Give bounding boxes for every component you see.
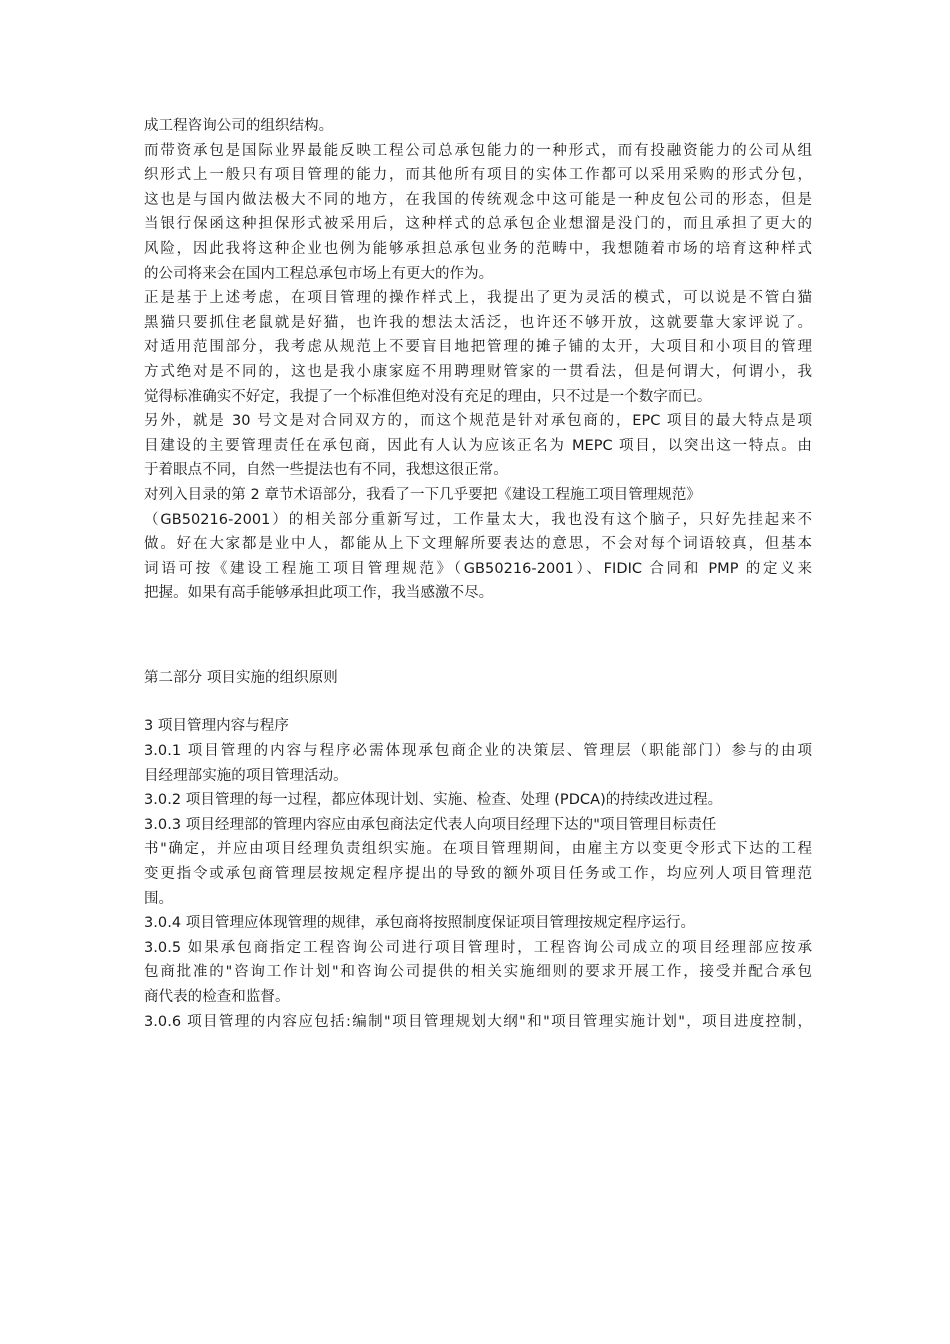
section-title: 3 项目管理内容与程序 (144, 718, 289, 735)
text-line: 对列入目录的第 2 章节术语部分，我看了一下几乎要把《建设工程施工项目管理规范》 (144, 486, 701, 503)
text-line: 另外，就是 30 号文是对合同双方的，而这个规范是针对承包商的，EPC 项目的最大特点是项 (144, 413, 812, 430)
text-line: （GB50216-2001）的相关部分重新写过，工作量太大，我也没有这个脑子，只好先挂起来不 (144, 511, 812, 528)
text-line: 围。 (144, 890, 174, 907)
text-line: 风险，因此我将这种企业也例为能够承担总承包业务的范畴中，我想随着市场的培育这种样式 (144, 240, 812, 257)
text-line: 商代表的检查和监督。 (144, 989, 290, 1005)
document-page (144, 114, 812, 1034)
text-line: 3.0.6 项目管理的内容应包括:编制"项目管理规划大纲"和"项目管理实施计划"，项目进度控制， (144, 1013, 812, 1030)
text-line: 做。好在大家都是业中人，都能从上下文理解所要表达的意思，不会对每个词语较真，但基本 (144, 536, 812, 553)
text-line: 黑猫只要抓住老鼠就是好猫，也许我的想法太活泛，也许还不够开放，这就要靠大家评说了。 (144, 314, 812, 331)
text-line: 对适用范围部分，我考虑从规范上不要盲目地把管理的摊子铺的太开，大项目和小项目的管理 (144, 339, 812, 356)
text-line: 变更指令或承包商管理层按规定程序提出的导致的额外项目任务或工作，均应列人项目管理范 (144, 866, 812, 883)
part1-body (144, 114, 812, 606)
text-line: 当银行保函这种担保形式被采用后，这种样式的总承包企业想溜是没门的，而且承担了更大的 (144, 216, 812, 233)
text-line: 织形式上一般只有项目管理的能力，而其他所有项目的实体工作都可以采用采购的形式分包， (144, 167, 812, 184)
text-line: 正是基于上述考虑，在项目管理的操作样式上，我提出了更为灵活的模式，可以说是不管白猫 (144, 290, 812, 307)
text-line: 目经理部实施的项目管理活动。 (144, 767, 348, 784)
text-line: 目建设的主要管理责任在承包商，因此有人认为应该正名为 MEPC 项目，以突出这一特点。由 (144, 437, 812, 454)
text-line: 觉得标准确实不好定，我提了一个标准但绝对没有充足的理由，只不过是一个数字而已。 (144, 388, 712, 405)
text-line: 于着眼点不同，自然一些提法也有不同，我想这很正常。 (144, 462, 508, 479)
text-line: 把握。如果有高手能够承担此项工作，我当感激不尽。 (144, 585, 494, 602)
text-line: 而带资承包是国际业界最能反映工程公司总承包能力的一种形式，而有投融资能力的公司从组 (144, 142, 812, 159)
text-line: 3.0.2 项目管理的每一过程，都应体现计划、实施、检查、处理 (PDCA)的持续改进过程。 (144, 792, 723, 809)
part-heading: 第二部分 项目实施的组织原则 (144, 669, 338, 686)
text-line: 的公司将来会在国内工程总承包市场上有更大的作为。 (144, 265, 494, 282)
text-line: 3.0.1 项目管理的内容与程序必需体现承包商企业的决策层、管理层（职能部门）参与的由项 (144, 743, 812, 760)
text-line: 词语可按《建设工程施工项目管理规范》（GB50216-2001）、FIDIC 合同和 PMP 的定义来 (144, 560, 812, 577)
text-line: 3.0.4 项目管理应体现管理的规律，承包商将按照制度保证项目管理按规定程序运行。 (144, 915, 696, 932)
text-line: 这也是与国内做法极大不同的地方，在我国的传统观念中这可能是一种皮包公司的形态，但是 (144, 191, 812, 208)
text-line: 书"确定，并应由项目经理负责组织实施。在项目管理期间，由雇主方以变更令形式下达的工程 (144, 841, 812, 858)
text-line: 3.0.3 项目经理部的管理内容应由承包商法定代表人向项目经理下达的"项目管理目标责任 (144, 816, 717, 833)
part2-body (144, 739, 812, 1034)
text-line: 3.0.5 如果承包商指定工程咨询公司进行项目管理时，工程咨询公司成立的项目经理部应按承 (144, 939, 812, 956)
section-gap (144, 606, 812, 666)
text-line: 包商批准的"咨询工作计划"和咨询公司提供的相关实施细则的要求开展工作，接受并配合承包 (144, 964, 812, 981)
text-line: 成工程咨询公司的组织结构。 (144, 118, 334, 134)
heading-gap (144, 690, 812, 714)
text-line: 方式绝对是不同的，这也是我小康家庭不用聘理财管家的一贯看法，但是何谓大，何谓小，我 (144, 363, 812, 380)
